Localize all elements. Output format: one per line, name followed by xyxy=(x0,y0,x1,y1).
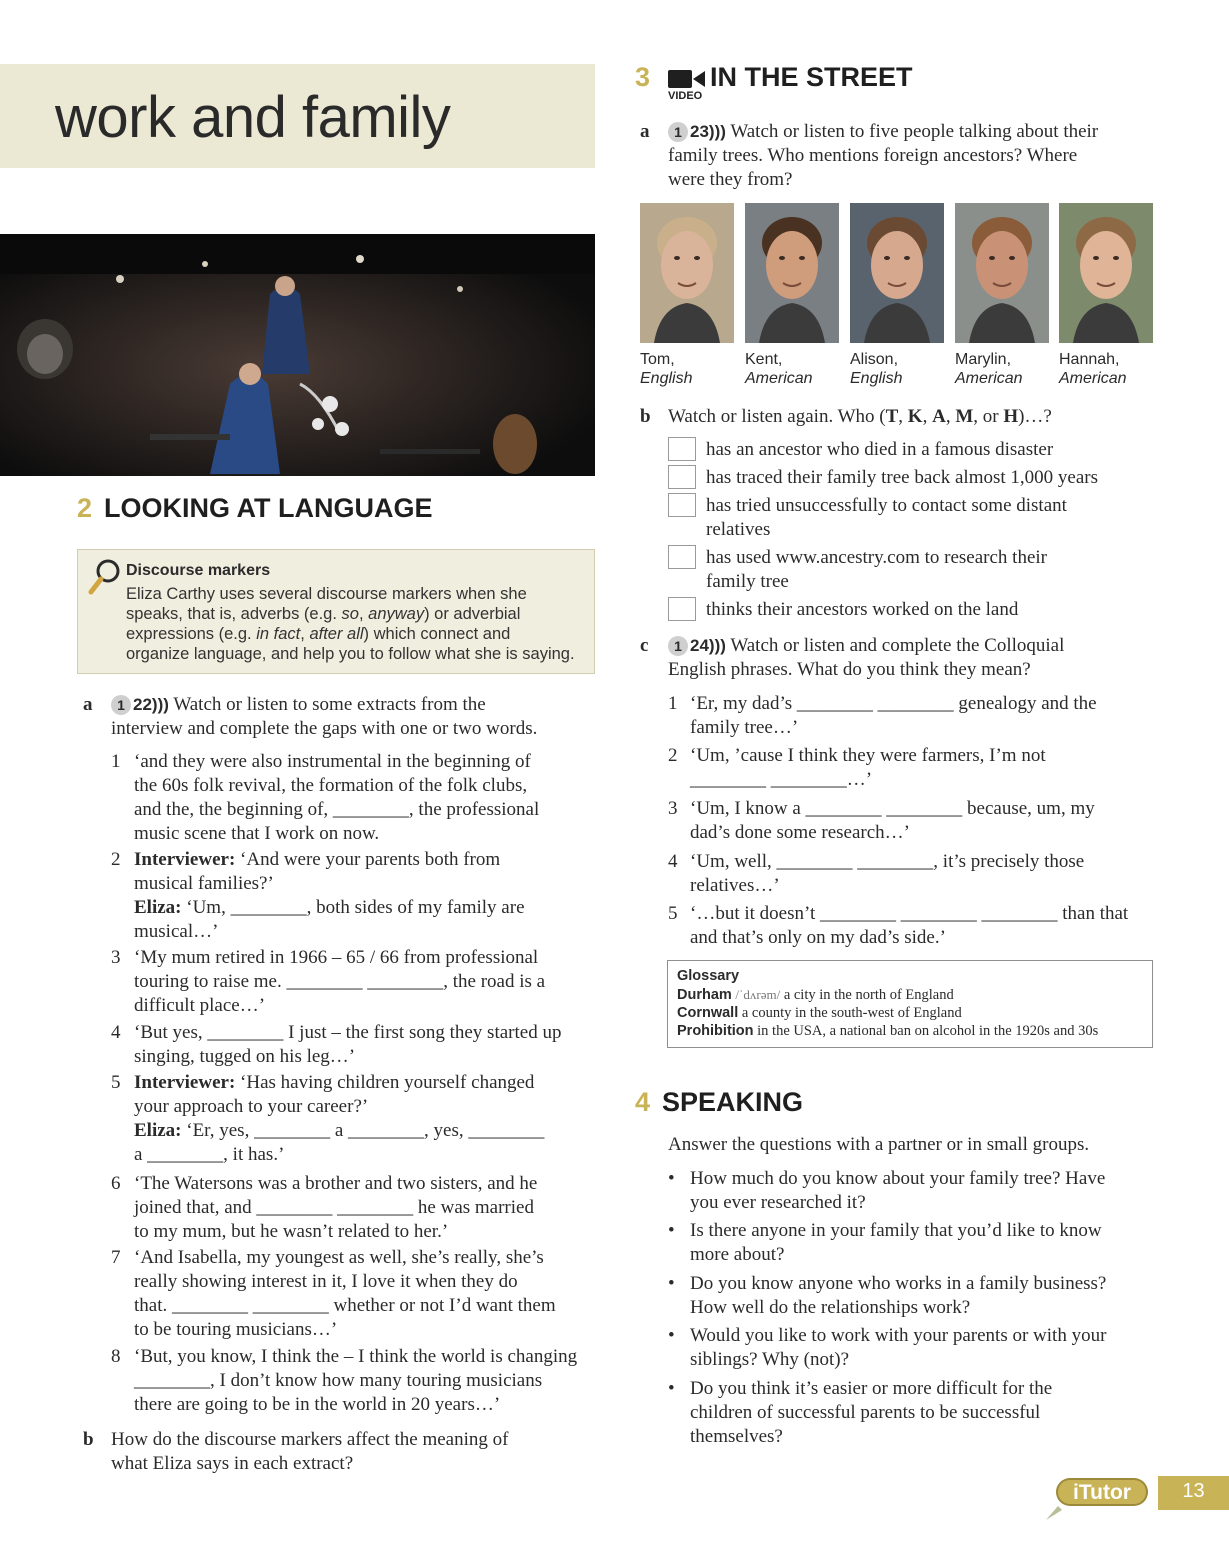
speaking-question: Would you like to work with your parents or with your siblings? Why (not)? xyxy=(690,1325,1107,1370)
exercise-3c-label: c xyxy=(640,635,649,656)
item-line: ‘And Isabella, my youngest as well, she’s really, she’s xyxy=(134,1247,544,1268)
glossary-row: Cornwall a county in the south-west of England xyxy=(677,1005,962,1021)
person-nationality: American xyxy=(745,370,813,387)
item-number: 2 xyxy=(668,745,678,766)
item-number: 6 xyxy=(111,1173,121,1194)
item-line: ________, I don’t know how many touring musicians xyxy=(134,1370,543,1391)
item-line: ‘My mum retired in 1966 – 65 / 66 from professional xyxy=(134,947,539,968)
gap-fill-item xyxy=(134,1021,604,1069)
item-line: really showing interest in it, I love it when they do xyxy=(134,1271,518,1292)
audio-track-22[interactable]: 1 22))) xyxy=(111,693,169,717)
video-label: VIDEO xyxy=(668,90,703,102)
exercise-3a-instructions: 1 23))) Watch or listen to five people talking about their family trees. Who mentions foreign ancestors? Where were they from? xyxy=(668,121,1099,190)
item-line: Interviewer: ‘Has having children yourself changed xyxy=(134,1072,535,1093)
item-number: 1 xyxy=(111,751,121,772)
exercise-2b-question: How do the discourse markers affect the meaning of what Eliza says in each extract? xyxy=(111,1429,509,1474)
item-line: difficult place…’ xyxy=(134,995,266,1016)
bullet-dot: • xyxy=(668,1168,675,1189)
exercise-3a-label: a xyxy=(640,121,650,142)
item-number: 8 xyxy=(111,1346,121,1367)
box-line: expressions (e.g. in fact, after all) which connect and xyxy=(126,625,511,643)
item-line: music scene that I work on now. xyxy=(134,823,380,844)
gap-fill-item xyxy=(134,1246,604,1342)
speaking-intro: Answer the questions with a partner or in small groups. xyxy=(668,1134,1090,1155)
person-nationality: American xyxy=(1059,370,1127,387)
item-line: ‘But yes, ________ I just – the first song they started up xyxy=(134,1022,562,1043)
item-line: to be touring musicians…’ xyxy=(134,1319,338,1340)
speaking-question: Is there anyone in your family that you’d like to know more about? xyxy=(690,1220,1102,1265)
item-number: 5 xyxy=(668,903,678,924)
section-3-title: IN THE STREET xyxy=(710,62,913,92)
item-number: 4 xyxy=(668,851,678,872)
item-line: singing, tugged on his leg…’ xyxy=(134,1046,356,1067)
checkbox-statement: has used www.ancestry.com to research their family tree xyxy=(706,547,1047,592)
person-caption xyxy=(745,350,813,388)
gap-fill-item xyxy=(134,848,604,944)
person-name: Hannah, xyxy=(1059,351,1120,368)
person-name: Tom, xyxy=(640,351,675,368)
gap-fill-item xyxy=(134,1071,604,1167)
glossary-row: Prohibition in the USA, a national ban on alcohol in the 1920s and 30s xyxy=(677,1023,1099,1039)
person-photo xyxy=(850,203,944,343)
item-line: musical families?’ xyxy=(134,873,274,894)
item-line: the 60s folk revival, the formation of the folk clubs, xyxy=(134,775,528,796)
item-number: 1 xyxy=(668,693,678,714)
person-nationality: American xyxy=(955,370,1023,387)
person-photo xyxy=(1059,203,1153,343)
audio-track-23[interactable]: 1 23))) xyxy=(668,120,726,144)
checkbox-statement: has an ancestor who died in a famous disaster xyxy=(706,439,1054,460)
item-number: 2 xyxy=(111,849,121,870)
section-2-heading xyxy=(77,493,433,524)
bullet-dot: • xyxy=(668,1325,675,1346)
box-line: Eliza Carthy uses several discourse markers when she xyxy=(126,585,527,603)
item-line: Eliza: ‘Um, ________, both sides of my family are xyxy=(134,897,525,918)
itutor-logo[interactable] xyxy=(1044,1476,1152,1522)
colloquial-phrase-item: ‘Um, ’cause I think they were farmers, I’m not ________ ________…’ xyxy=(690,745,1046,790)
speaking-question: Do you think it’s easier or more difficult for the children of successful parents to be successful themselves? xyxy=(690,1378,1053,1447)
item-line: touring to raise me. ________ ________, the road is a xyxy=(134,971,546,992)
section-4-title: SPEAKING xyxy=(662,1087,804,1117)
concert-photo xyxy=(0,234,595,476)
bullet-dot: • xyxy=(668,1220,675,1241)
section-4-number: 4 xyxy=(635,1087,651,1117)
checkbox-statement: has tried unsuccessfully to contact some distant relatives xyxy=(706,495,1067,540)
section-4-heading xyxy=(635,1087,803,1118)
person-name: Kent, xyxy=(745,351,783,368)
item-line: Interviewer: ‘And were your parents both from xyxy=(134,849,501,870)
box-line: organize language, and help you to follow what she is saying. xyxy=(126,645,575,663)
colloquial-phrase-item: ‘…but it doesn’t ________ ________ ________ than that and that’s only on my dad’s side.’ xyxy=(690,903,1129,948)
gap-fill-item xyxy=(134,1345,604,1417)
item-line: ‘The Watersons was a brother and two sisters, and he xyxy=(134,1173,538,1194)
person-caption xyxy=(955,350,1023,388)
person-nationality: English xyxy=(640,370,693,387)
item-line: Eliza: ‘Er, yes, ________ a ________, yes, ________ xyxy=(134,1120,545,1141)
glossary-box xyxy=(667,960,1153,1048)
checkbox-statement: thinks their ancestors worked on the land xyxy=(706,599,1019,620)
exercise-3c-instructions: 1 24))) Watch or listen and complete the Colloquial English phrases. What do you think they mean? xyxy=(668,635,1065,680)
speaking-question: How much do you know about your family tree? Have you ever researched it? xyxy=(690,1168,1106,1213)
item-line: ‘and they were also instrumental in the beginning of xyxy=(134,751,531,772)
section-2-number: 2 xyxy=(77,493,93,523)
item-number: 3 xyxy=(111,947,121,968)
answer-checkbox[interactable] xyxy=(668,437,696,461)
magnifier-icon xyxy=(88,558,122,598)
discourse-box-body xyxy=(126,584,591,664)
itutor-logo-text: iTutor xyxy=(1073,1481,1131,1504)
colloquial-phrase-item: ‘Um, well, ________ ________, it’s precisely those relatives…’ xyxy=(690,851,1085,896)
item-line: there are going to be in the world in 20 years…’ xyxy=(134,1394,501,1415)
exercise-3b-question: Watch or listen again. Who (T, K, A, M, or H)…? xyxy=(668,406,1052,427)
page-title: work and family xyxy=(55,85,451,150)
box-line: speaks, that is, adverbs (e.g. so, anyway) or adverbial xyxy=(126,605,521,623)
person-caption xyxy=(640,350,692,388)
person-caption xyxy=(850,350,902,388)
glossary-title: Glossary xyxy=(677,968,740,984)
item-line: musical…’ xyxy=(134,921,219,942)
person-nationality: English xyxy=(850,370,903,387)
exercise-2a-label: a xyxy=(83,694,93,715)
item-number: 7 xyxy=(111,1247,121,1268)
answer-checkbox[interactable] xyxy=(668,465,696,489)
speaking-question: Do you know anyone who works in a family business? How well do the relationships work? xyxy=(690,1273,1107,1318)
bullet-dot: • xyxy=(668,1273,675,1294)
checkbox-statement: has traced their family tree back almost 1,000 years xyxy=(706,467,1098,488)
item-line: a ________, it has.’ xyxy=(134,1144,285,1165)
item-line: to my mum, but he wasn’t related to her.’ xyxy=(134,1221,449,1242)
exercise-2b-label: b xyxy=(83,1429,94,1450)
item-number: 3 xyxy=(668,798,678,819)
video-camera-icon xyxy=(668,68,706,90)
discourse-markers-box xyxy=(77,549,595,674)
answer-checkbox[interactable] xyxy=(668,545,696,569)
section-2-title: LOOKING AT LANGUAGE xyxy=(104,493,433,523)
person-name: Marylin, xyxy=(955,351,1012,368)
item-line: that. ________ ________ whether or not I’d want them xyxy=(134,1295,556,1316)
person-caption xyxy=(1059,350,1127,388)
item-line: and the, the beginning of, ________, the professional xyxy=(134,799,540,820)
gap-fill-item xyxy=(134,1172,604,1244)
answer-checkbox[interactable] xyxy=(668,493,696,517)
colloquial-phrase-item: ‘Um, I know a ________ ________ because, um, my dad’s done some research…’ xyxy=(690,798,1095,843)
bullet-dot: • xyxy=(668,1378,675,1399)
item-number: 4 xyxy=(111,1022,121,1043)
gap-fill-item xyxy=(134,750,604,846)
answer-checkbox[interactable] xyxy=(668,597,696,621)
item-number: 5 xyxy=(111,1072,121,1093)
gap-fill-item xyxy=(134,946,604,1018)
person-photo xyxy=(955,203,1049,343)
person-photo xyxy=(640,203,734,343)
page-number: 13 xyxy=(1182,1480,1205,1502)
item-line: ‘But, you know, I think the – I think the world is changing xyxy=(134,1346,578,1367)
exercise-3b-label: b xyxy=(640,406,651,427)
item-line: your approach to your career?’ xyxy=(134,1096,369,1117)
colloquial-phrase-item: ‘Er, my dad’s ________ ________ genealogy and the family tree…’ xyxy=(690,693,1097,738)
discourse-box-title: Discourse markers xyxy=(126,562,271,579)
section-3-number: 3 xyxy=(635,62,651,92)
exercise-2a-instructions: 1 22))) Watch or listen to some extracts from the interview and complete the gaps with one or two words. xyxy=(111,694,538,739)
audio-track-24[interactable]: 1 24))) xyxy=(668,634,726,658)
person-photo xyxy=(745,203,839,343)
person-name: Alison, xyxy=(850,351,899,368)
item-line: joined that, and ________ ________ he was married xyxy=(134,1197,534,1218)
glossary-row: Durham /ˈdʌrəm/ a city in the north of England xyxy=(677,987,954,1003)
